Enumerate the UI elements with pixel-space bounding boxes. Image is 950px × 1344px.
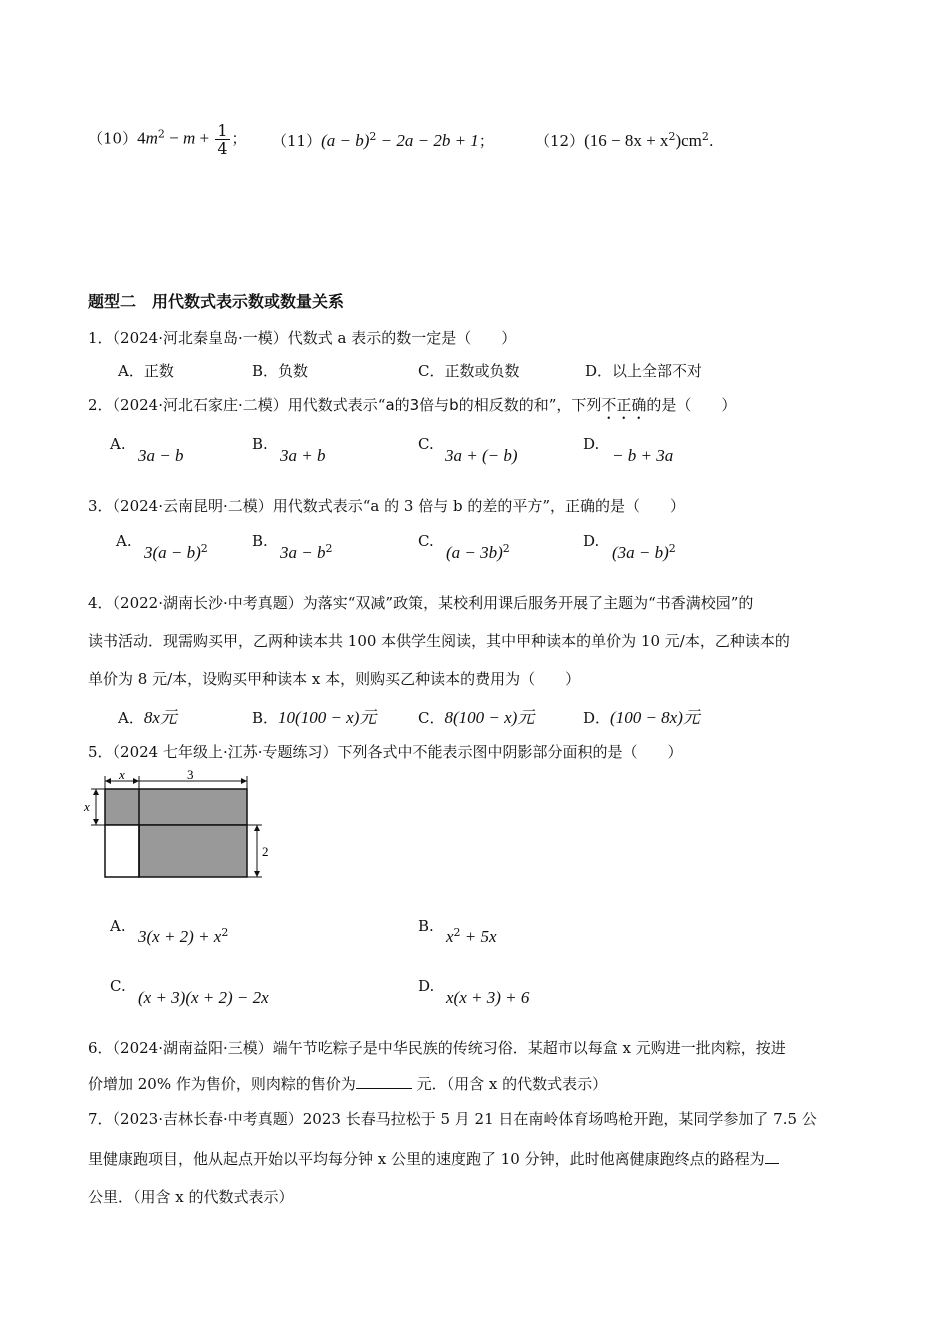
q2-option-b[interactable]: B. <box>252 435 268 453</box>
q5-option-d-expr: x(x + 3) + 6 <box>446 988 530 1007</box>
q4-option-d[interactable]: D．(100 − 8x)元 <box>583 708 700 727</box>
q3-option-a-expr: $3(a - b)^2$ <box>144 542 208 562</box>
q3-option-c-expr: $(a - 3b)^2$ <box>446 542 510 562</box>
shaded-bottom-block <box>139 825 247 877</box>
q5-option-b[interactable]: B. <box>418 917 434 935</box>
arrowhead <box>133 778 139 784</box>
question-6-line1: 6．（2024·湖南益阳·三模）端午节吃粽子是中华民族的传统习俗．某超市以每盒 x 元购进一批肉粽，按进 <box>88 1039 786 1057</box>
problem-12: $(12)(16 - 8x + x^2)cm^2$. <box>535 130 714 150</box>
answer-blank[interactable] <box>765 1149 779 1164</box>
question-5-stem: 5．（2024 七年级上·江苏·专题练习）下列各式中不能表示图中阴影部分面积的是（ ） <box>88 743 683 761</box>
fraction: $\frac{1}{4}$ <box>217 121 228 158</box>
emphasis-not-correct: 不正确 <box>601 396 647 414</box>
question-4-line3: 单价为 8 元/本，设购买甲种读本 x 本，则购买乙种读本的费用为（ ） <box>88 670 581 688</box>
label-x-top: x <box>119 770 125 782</box>
question-2-stem: 2．（2024·河北石家庄·二模）用代数式表示“a的3倍与b的相反数的和”，下列不正确的是（ ） <box>88 396 737 414</box>
q5-option-b-expr: $x^2 + 5x$ <box>446 926 497 946</box>
arrowhead <box>105 778 111 784</box>
q1-option-c[interactable]: C．正数或负数 <box>418 362 520 380</box>
question-3-stem: 3．（2024·云南昆明·二模）用代数式表示“a 的 3 倍与 b 的差的平方”，正确的是（ ） <box>88 497 686 515</box>
q1-option-d[interactable]: D．以上全部不对 <box>585 362 703 380</box>
q2-option-c-expr: 3a + (− b) <box>445 446 518 465</box>
q2-option-a-expr: 3a − b <box>138 446 184 465</box>
q5-option-a[interactable]: A. <box>110 917 126 935</box>
q2-option-a[interactable]: A. <box>110 435 126 453</box>
q3-option-b[interactable]: B. <box>252 532 268 550</box>
q4-option-b[interactable]: B．10(100 − x)元 <box>252 708 377 727</box>
question-4-line1: 4．（2022·湖南长沙·中考真题）为落实“双减”政策，某校利用课后服务开展了主题为“书香满校园”的 <box>88 594 754 612</box>
q2-option-c[interactable]: C. <box>418 435 434 453</box>
problem-11-label: （11） <box>272 132 322 150</box>
problem-10-label: （10） <box>88 129 138 148</box>
q4-option-c[interactable]: C．8(100 − x)元 <box>418 708 535 727</box>
arrowhead <box>93 819 99 825</box>
q5-option-c-expr: (x + 3)(x + 2) − 2x <box>138 988 269 1007</box>
white-square <box>105 825 139 877</box>
arrowhead <box>254 871 260 877</box>
question-1-stem: 1．（2024·河北秦皇岛·一模）代数式 a 表示的数一定是（ ） <box>88 329 517 347</box>
question-7-line1: 7．（2023·吉林长春·中考真题）2023 长春马拉松于 5 月 21 日在南岭体育场鸣枪开跑，某同学参加了 7.5 公 <box>88 1110 817 1128</box>
q2-option-d[interactable]: D. <box>583 435 600 453</box>
q5-option-d[interactable]: D. <box>418 977 435 995</box>
q3-option-b-expr: $3a - b^2$ <box>280 542 333 562</box>
q1-option-b[interactable]: B．负数 <box>252 362 309 380</box>
section-title: 题型二 用代数式表示数或数量关系 <box>88 292 345 311</box>
q5-option-a-expr: $3(x + 2) + x^2$ <box>138 926 229 946</box>
problem-10: $(10)4m^2 - m$ + $\frac{1}{4}$ ； <box>88 121 247 158</box>
shaded-top-strip <box>105 789 247 825</box>
q4-option-a[interactable]: A．8x元 <box>118 708 177 727</box>
question-6-line2: 价增加 20% 作为售价，则肉粽的售价为 元．（用含 x 的代数式表示） <box>88 1075 608 1093</box>
q3-option-a[interactable]: A. <box>116 532 132 550</box>
q3-option-c[interactable]: C. <box>418 532 434 550</box>
q3-option-d-expr: $(3a - b)^2$ <box>612 542 676 562</box>
arrowhead <box>93 789 99 795</box>
arrowhead <box>254 825 260 831</box>
question-4-line2: 读书活动．现需购买甲，乙两种读本共 100 本供学生阅读，其中甲种读本的单价为 10 元/本，乙种读本的 <box>88 632 790 650</box>
q1-option-a[interactable]: A．正数 <box>118 362 174 380</box>
label-2: 2 <box>262 844 269 859</box>
problem-11: $(11)(a - b)^2 - 2a - 2b + 1$； <box>272 130 494 150</box>
problem-12-label: （12） <box>535 132 585 150</box>
question-7-line3: 公里．（用含 x 的代数式表示） <box>88 1188 294 1206</box>
label-x-left: x <box>84 799 90 814</box>
area-figure <box>82 770 272 882</box>
arrowhead <box>241 778 247 784</box>
question-7-line2: 里健康跑项目，他从起点开始以平均每分钟 x 公里的速度跑了 10 分钟，此时他离健康跑终点的路程为 <box>88 1148 779 1169</box>
q3-option-d[interactable]: D. <box>583 532 600 550</box>
q2-option-d-expr: − b + 3a <box>612 446 674 465</box>
label-3: 3 <box>187 770 194 782</box>
answer-blank[interactable] <box>356 1074 412 1089</box>
q2-option-b-expr: 3a + b <box>280 446 326 465</box>
q5-option-c[interactable]: C. <box>110 977 126 995</box>
